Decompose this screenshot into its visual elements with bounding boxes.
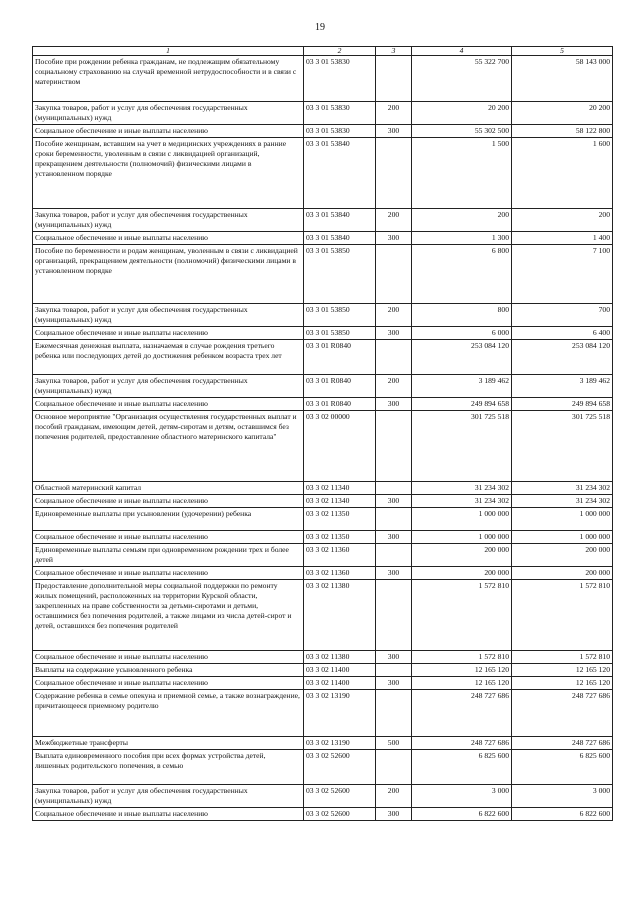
budget-table (32, 46, 613, 821)
row-name: Пособие женщинам, вставшим на учет в медицинских учреждениях в ранние сроки беременности, уволенным в связи с ликвидацией организаций, прекращением деятельности (полномочий) физическими лицами в установленном порядке (33, 138, 304, 209)
table-row (33, 304, 613, 327)
row-name: Закупка товаров, работ и услуг для обеспечения государственных (муниципальных) нужд (33, 209, 304, 232)
table-row (33, 56, 613, 102)
row-value-year1: 1 572 810 (412, 580, 512, 651)
row-value-year1: 6 800 (412, 245, 512, 304)
row-value-year1: 12 165 120 (412, 664, 512, 677)
row-expense-type (376, 411, 412, 482)
row-value-year2: 20 200 (512, 102, 613, 125)
row-expense-type (376, 482, 412, 495)
row-value-year2: 200 000 (512, 544, 613, 567)
row-name: Социальное обеспечение и иные выплаты населению (33, 327, 304, 340)
row-value-year1: 12 165 120 (412, 677, 512, 690)
row-value-year1: 6 825 600 (412, 750, 512, 785)
row-expense-type (376, 580, 412, 651)
row-code: 03 3 01 53830 (304, 125, 376, 138)
row-code: 03 3 01 53840 (304, 138, 376, 209)
row-expense-type (376, 690, 412, 737)
row-code: 03 3 02 11340 (304, 495, 376, 508)
row-name: Выплата единовременного пособия при всех формах устройства детей, лишенных родительского попечения, в семью (33, 750, 304, 785)
row-value-year1: 6 822 600 (412, 808, 512, 821)
row-name: Закупка товаров, работ и услуг для обеспечения государственных (муниципальных) нужд (33, 375, 304, 398)
table-row (33, 567, 613, 580)
row-value-year2: 3 000 (512, 785, 613, 808)
row-expense-type: 300 (376, 327, 412, 340)
row-expense-type (376, 508, 412, 531)
row-value-year2: 12 165 120 (512, 677, 613, 690)
table-row (33, 785, 613, 808)
row-expense-type: 200 (376, 785, 412, 808)
row-code: 03 3 01 53850 (304, 245, 376, 304)
table-row (33, 664, 613, 677)
row-name: Социальное обеспечение и иные выплаты населению (33, 677, 304, 690)
row-value-year2: 200 (512, 209, 613, 232)
row-value-year2: 253 084 120 (512, 340, 613, 375)
row-name: Социальное обеспечение и иные выплаты населению (33, 531, 304, 544)
row-expense-type (376, 340, 412, 375)
row-value-year1: 200 000 (412, 544, 512, 567)
header-col-4: 4 (412, 47, 512, 56)
row-name: Закупка товаров, работ и услуг для обеспечения государственных (муниципальных) нужд (33, 102, 304, 125)
row-value-year2: 1 000 000 (512, 508, 613, 531)
table-row (33, 411, 613, 482)
row-value-year1: 1 000 000 (412, 531, 512, 544)
row-code: 03 3 02 11400 (304, 664, 376, 677)
row-code: 03 3 02 11380 (304, 580, 376, 651)
row-value-year2: 301 725 518 (512, 411, 613, 482)
row-name: Межбюджетные трансферты (33, 737, 304, 750)
header-col-5: 5 (512, 47, 613, 56)
row-value-year1: 253 084 120 (412, 340, 512, 375)
table-row (33, 102, 613, 125)
row-code: 03 3 01 53840 (304, 232, 376, 245)
row-value-year1: 301 725 518 (412, 411, 512, 482)
table-row (33, 531, 613, 544)
row-code: 03 3 02 13190 (304, 690, 376, 737)
row-code: 03 3 02 11400 (304, 677, 376, 690)
row-name: Выплаты на содержание усыновленного ребенка (33, 664, 304, 677)
row-code: 03 3 01 53840 (304, 209, 376, 232)
table-row (33, 690, 613, 737)
table-row (33, 327, 613, 340)
row-expense-type (376, 664, 412, 677)
row-code: 03 3 02 11360 (304, 567, 376, 580)
row-code: 03 3 01 R0840 (304, 340, 376, 375)
row-expense-type: 300 (376, 125, 412, 138)
row-value-year1: 800 (412, 304, 512, 327)
row-expense-type: 200 (376, 304, 412, 327)
row-value-year1: 20 200 (412, 102, 512, 125)
row-value-year2: 700 (512, 304, 613, 327)
row-code: 03 3 02 52600 (304, 750, 376, 785)
table-row (33, 398, 613, 411)
row-code: 03 3 01 53830 (304, 56, 376, 102)
row-expense-type (376, 750, 412, 785)
table-row (33, 544, 613, 567)
row-code: 03 3 02 52600 (304, 808, 376, 821)
row-name: Единовременные выплаты при усыновлении (удочерении) ребенка (33, 508, 304, 531)
row-value-year1: 1 300 (412, 232, 512, 245)
row-value-year2: 1 572 810 (512, 580, 613, 651)
table-row (33, 495, 613, 508)
table-row (33, 737, 613, 750)
table-row (33, 580, 613, 651)
row-name: Социальное обеспечение и иные выплаты населению (33, 808, 304, 821)
header-col-2: 2 (304, 47, 376, 56)
row-expense-type: 200 (376, 102, 412, 125)
table-body (33, 56, 613, 821)
page-number: 19 (315, 22, 325, 33)
row-name: Закупка товаров, работ и услуг для обеспечения государственных (муниципальных) нужд (33, 304, 304, 327)
table-row (33, 209, 613, 232)
row-value-year1: 1 000 000 (412, 508, 512, 531)
row-value-year2: 248 727 686 (512, 690, 613, 737)
row-value-year2: 31 234 302 (512, 495, 613, 508)
row-name: Ежемесячная денежная выплата, назначаемая в случае рождения третьего ребенка или последующих детей до достижения ребенком возраста трех лет (33, 340, 304, 375)
row-expense-type (376, 56, 412, 102)
row-code: 03 3 02 11340 (304, 482, 376, 495)
table-row (33, 482, 613, 495)
table-row (33, 245, 613, 304)
row-name: Социальное обеспечение и иные выплаты населению (33, 567, 304, 580)
row-name: Закупка товаров, работ и услуг для обеспечения государственных (муниципальных) нужд (33, 785, 304, 808)
table-row (33, 750, 613, 785)
row-value-year1: 6 000 (412, 327, 512, 340)
row-value-year2: 1 600 (512, 138, 613, 209)
row-value-year1: 31 234 302 (412, 495, 512, 508)
header-col-1: 1 (33, 47, 304, 56)
row-name: Социальное обеспечение и иные выплаты населению (33, 398, 304, 411)
row-expense-type: 300 (376, 398, 412, 411)
row-name: Социальное обеспечение и иные выплаты населению (33, 651, 304, 664)
row-name: Социальное обеспечение и иные выплаты населению (33, 495, 304, 508)
row-value-year2: 58 122 800 (512, 125, 613, 138)
row-expense-type: 300 (376, 567, 412, 580)
row-expense-type: 300 (376, 651, 412, 664)
row-value-year1: 200 000 (412, 567, 512, 580)
row-code: 03 3 02 13190 (304, 737, 376, 750)
row-value-year2: 200 000 (512, 567, 613, 580)
row-name: Содержание ребенка в семье опекуна и приемной семье, а также вознаграждение, причитающееся приемному родителю (33, 690, 304, 737)
row-expense-type: 500 (376, 737, 412, 750)
row-expense-type: 200 (376, 209, 412, 232)
row-value-year1: 55 322 700 (412, 56, 512, 102)
table-row (33, 651, 613, 664)
row-code: 03 3 02 11360 (304, 544, 376, 567)
header-col-3: 3 (376, 47, 412, 56)
row-value-year2: 12 165 120 (512, 664, 613, 677)
row-value-year2: 58 143 000 (512, 56, 613, 102)
row-value-year1: 3 189 462 (412, 375, 512, 398)
row-value-year1: 248 727 686 (412, 737, 512, 750)
row-name: Областной материнский капитал (33, 482, 304, 495)
row-expense-type: 300 (376, 232, 412, 245)
row-name: Социальное обеспечение и иные выплаты населению (33, 232, 304, 245)
row-value-year2: 7 100 (512, 245, 613, 304)
row-name: Пособие при рождении ребенка гражданам, не подлежащим обязательному социальному страхованию на случай временной нетрудоспособности и в связи с материнством (33, 56, 304, 102)
table-row (33, 138, 613, 209)
row-code: 03 3 01 53830 (304, 102, 376, 125)
row-value-year1: 55 302 500 (412, 125, 512, 138)
row-value-year2: 1 572 810 (512, 651, 613, 664)
table-row (33, 375, 613, 398)
row-value-year1: 1 500 (412, 138, 512, 209)
row-expense-type: 300 (376, 531, 412, 544)
table-row (33, 232, 613, 245)
row-value-year1: 200 (412, 209, 512, 232)
row-code: 03 3 01 53850 (304, 327, 376, 340)
table-row (33, 125, 613, 138)
row-code: 03 3 02 11350 (304, 531, 376, 544)
row-code: 03 3 01 R0840 (304, 375, 376, 398)
row-code: 03 3 02 52600 (304, 785, 376, 808)
row-name: Основное мероприятие "Организация осуществления государственных выплат и пособий гражданам, имеющим детей, детям-сиротам и детям, оставшимся без попечения родителей, предоставление областного материнского капитала" (33, 411, 304, 482)
row-expense-type: 300 (376, 677, 412, 690)
table-row (33, 508, 613, 531)
row-value-year2: 3 189 462 (512, 375, 613, 398)
row-value-year2: 31 234 302 (512, 482, 613, 495)
row-value-year1: 1 572 810 (412, 651, 512, 664)
table-row (33, 808, 613, 821)
row-value-year2: 6 400 (512, 327, 613, 340)
row-value-year1: 248 727 686 (412, 690, 512, 737)
table-row (33, 340, 613, 375)
row-code: 03 3 01 53850 (304, 304, 376, 327)
row-value-year2: 249 894 658 (512, 398, 613, 411)
row-expense-type (376, 138, 412, 209)
row-value-year1: 3 000 (412, 785, 512, 808)
table-row (33, 677, 613, 690)
row-expense-type: 200 (376, 375, 412, 398)
row-expense-type: 300 (376, 495, 412, 508)
row-expense-type: 300 (376, 808, 412, 821)
row-value-year2: 248 727 686 (512, 737, 613, 750)
row-code: 03 3 01 R0840 (304, 398, 376, 411)
row-value-year2: 1 400 (512, 232, 613, 245)
row-value-year2: 1 000 000 (512, 531, 613, 544)
row-value-year1: 249 894 658 (412, 398, 512, 411)
table-header-row (33, 47, 613, 56)
row-expense-type (376, 544, 412, 567)
row-value-year2: 6 825 600 (512, 750, 613, 785)
row-name: Пособие по беременности и родам женщинам, уволенным в связи с ликвидацией организаций, прекращением деятельности (полномочий) физическими лицами в установленном порядке (33, 245, 304, 304)
row-name: Социальное обеспечение и иные выплаты населению (33, 125, 304, 138)
row-value-year2: 6 822 600 (512, 808, 613, 821)
row-expense-type (376, 245, 412, 304)
row-code: 03 3 02 00000 (304, 411, 376, 482)
row-name: Единовременные выплаты семьям при одновременном рождении трех и более детей (33, 544, 304, 567)
row-value-year1: 31 234 302 (412, 482, 512, 495)
row-code: 03 3 02 11350 (304, 508, 376, 531)
row-name: Предоставление дополнительной меры социальной поддержки по ремонту жилых помещений, расположенных на территории Курской области, закрепленных на праве собственности за детьми-сиротами и детьми, оставшимися без попечения родителей, а также лицами из числа детей-сирот и детей, оставшихся без попечения родителей (33, 580, 304, 651)
row-code: 03 3 02 11380 (304, 651, 376, 664)
